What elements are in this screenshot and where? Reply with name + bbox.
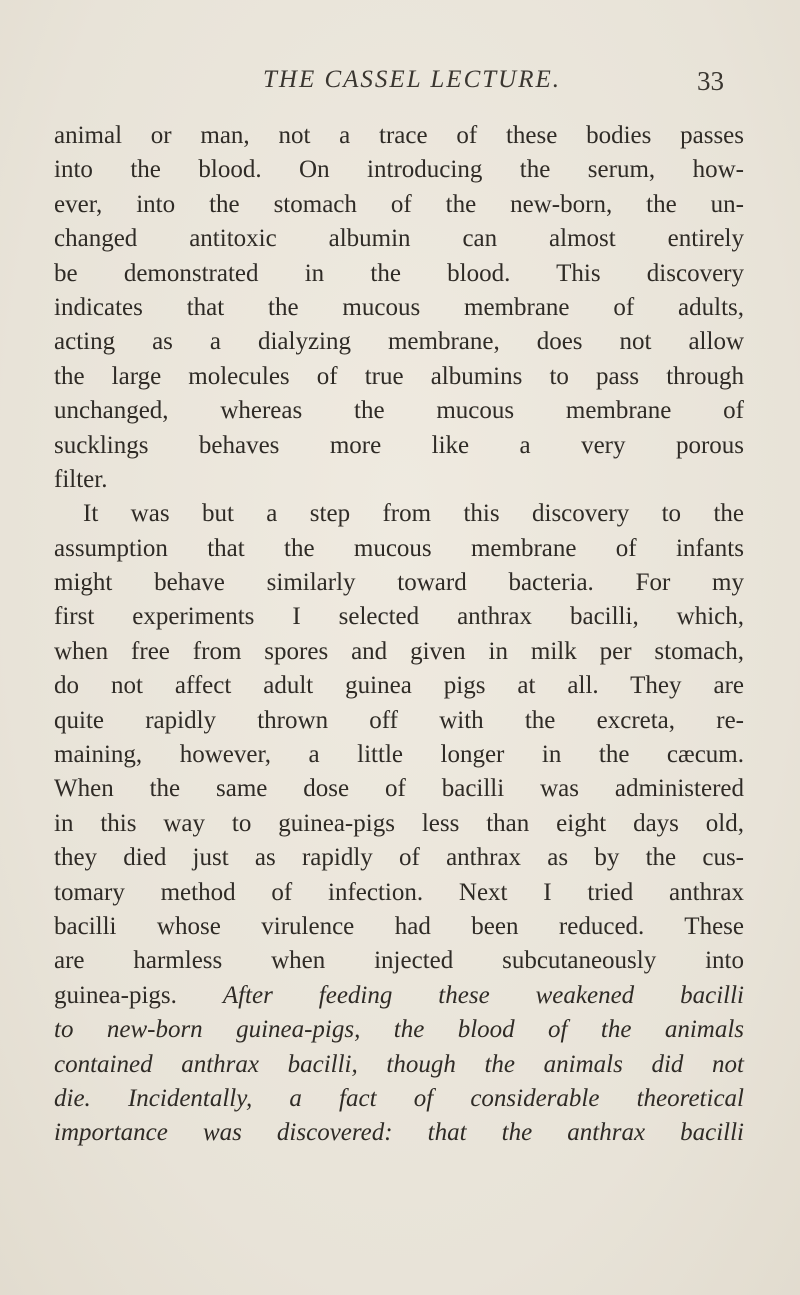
text-line: contained anthrax bacilli, though the animals did not xyxy=(54,1050,744,1078)
text-line: in this way to guinea-pigs less than eight days old, xyxy=(54,809,744,837)
text-line: ever, into the stomach of the new-born, the un- xyxy=(54,190,744,218)
text-line: unchanged, whereas the mucous membrane of xyxy=(54,397,744,425)
text-line: acting as a dialyzing membrane, does not allow xyxy=(54,328,744,356)
text-line: sucklings behaves more like a very porous xyxy=(54,431,744,459)
text-line: When the same dose of bacilli was administered xyxy=(54,775,744,803)
text-line: tomary method of infection. Next I tried anthrax xyxy=(54,878,744,906)
text-line: when free from spores and given in milk per stomach, xyxy=(54,637,744,665)
text-line: maining, however, a little longer in the cæcum. xyxy=(54,741,744,769)
running-title: THE CASSEL LECTURE. xyxy=(263,66,561,93)
text-line-italic: After feeding these weakened bacilli xyxy=(222,981,744,1009)
text-line: bacilli whose virulence had been reduced. These xyxy=(54,912,744,940)
text-line: first experiments I selected anthrax bacilli, which, xyxy=(54,603,744,631)
text-line: die. Incidentally, a fact of considerable theoretical xyxy=(54,1084,744,1112)
text-line: It was but a step from this discovery to the xyxy=(83,500,744,528)
page-number: 33 xyxy=(697,66,724,96)
text-line: be demonstrated in the blood. This discovery xyxy=(54,259,744,287)
text-line-roman: guinea-pigs. xyxy=(54,981,177,1009)
text-line: assumption that the mucous membrane of infants xyxy=(54,534,744,562)
text-line: animal or man, not a trace of these bodies passes xyxy=(54,122,744,149)
text-line: the large molecules of true albumins to pass through xyxy=(54,362,744,390)
text-line: they died just as rapidly of anthrax as by the cus- xyxy=(54,844,744,872)
text-line: to new-born guinea-pigs, the blood of the animals xyxy=(54,1016,744,1044)
text-line: indicates that the mucous membrane of adults, xyxy=(54,293,744,321)
page-header xyxy=(0,66,800,106)
text-line: quite rapidly thrown off with the excreta, re- xyxy=(54,706,744,734)
text-line: importance was discovered: that the anthrax bacilli xyxy=(54,1119,744,1147)
body-text xyxy=(54,119,744,1151)
text-line-mixed xyxy=(54,979,744,1013)
text-line: changed antitoxic albumin can almost entirely xyxy=(54,225,744,253)
text-line: might behave similarly toward bacteria. For my xyxy=(54,569,744,597)
text-line: into the blood. On introducing the serum, how- xyxy=(54,156,744,184)
text-line: are harmless when injected subcutaneously into xyxy=(54,947,744,975)
text-line: filter. xyxy=(54,465,108,493)
text-line: do not affect adult guinea pigs at all. They are xyxy=(54,672,744,700)
